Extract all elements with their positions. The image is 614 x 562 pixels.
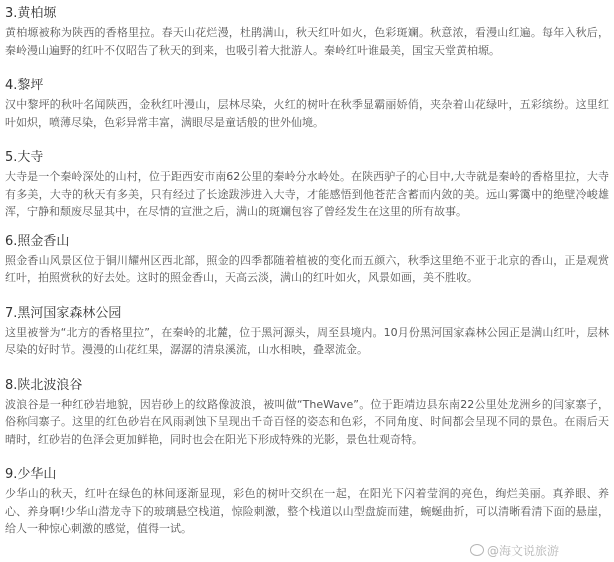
section-paragraph: 照金香山风景区位于铜川耀州区西北部，照金的四季都随着植被的变化而五颜六，秋季这里绝不亚于北京的香山，正是观赏红叶，拍照赏秋的好去处。这时的照金香山，天高云淡，满山的红叶如火，风景如画，美不胜收。	[5, 253, 609, 284]
section-heading: 4.黎坪	[5, 78, 44, 93]
section-paragraph: 黄柏塬被称为陕西的香格里拉。春天山花烂漫，杜鹃满山，秋天红叶如火，色彩斑斓。秋意浓，看漫山红遍。每年入秋后，秦岭漫山遍野的红叶不仅昭告了秋天的到来，也吸引着大批游人。秦岭红叶谁最美，国宝天堂黄柏塬。	[5, 26, 609, 57]
section-huangbaiyuan	[5, 4, 609, 59]
section-heihe-forest-park	[5, 304, 609, 359]
section-dasi	[5, 148, 609, 221]
section-paragraph: 波浪谷是一种红砂岩地貌，因岩砂上的纹路像波浪，被叫做“TheWave”。位于距靖边县东南22公里处龙洲乡的闫家寨子，俗称闫寨子。这里的红色砂岩在风雨剥蚀下呈现出千奇百怪的姿态和色彩，不同角度、时间都会呈现不同的景色。在雨后天晴时，红砂岩的色泽会更加鲜艳，同时也会在阳光下形成特殊的光影，景色壮观奇特。	[5, 397, 609, 446]
section-heading: 9.少华山	[5, 467, 57, 482]
section-paragraph: 大寺是一个秦岭深处的山村，位于距西安市南62公里的秦岭分水岭处。在陕西驴子的心目中,大寺就是秦岭的香格里拉，大寺有多美，大寺的秋天有多美，只有经过了长途跋涉进入大寺，才能感悟到他苍茫含蓄而内敛的美。远山雾霭中的绝壁冷峻雄浑，宁静和颓废尽显其中，在尽情的宣泄之后，满山的斑斓包容了曾经发生在这里的所有故事。	[5, 170, 609, 218]
section-heading: 3.黄柏塬	[5, 6, 57, 21]
weibo-icon	[470, 544, 484, 556]
section-wave-valley	[5, 376, 609, 449]
section-paragraph: 少华山的秋天，红叶在绿色的林间逐渐显现，彩色的树叶交织在一起，在阳光下闪着莹润的亮色，绚烂美丽。真养眼、养心、养身啊!少华山潜龙寺下的玻璃悬空栈道，惊险刺激，整个栈道以山型盘旋而建，蜿蜒曲折，可以清晰看清下面的悬崖，给人一种惊心刺激的感觉，值得一试。	[5, 487, 609, 535]
section-zhaojin-xiangshan	[5, 232, 609, 287]
section-shaohuashan	[5, 465, 609, 538]
section-paragraph: 这里被誉为“北方的香格里拉”，在秦岭的北麓，位于黑河源头，周至县境内。10月份黑河国家森林公园正是满山红叶，层林尽染的好时节。漫漫的山花红果，潺潺的清泉溪流，山水相映，叠翠流金。	[5, 325, 609, 356]
section-liping	[5, 76, 609, 131]
watermark-text: @海文说旅游	[486, 544, 559, 558]
section-heading: 8.陕北波浪谷	[5, 377, 83, 393]
section-heading: 7.黑河国家森林公园	[5, 305, 122, 321]
section-heading: 6.照金香山	[5, 233, 70, 249]
weibo-watermark	[470, 542, 559, 559]
section-paragraph: 汉中黎坪的秋叶名闻陕西，金秋红叶漫山，层林尽染，火红的树叶在秋季显霸丽娇俏，夹杂着山花绿叶，五彩缤纷。这里红叶如炽，喷薄尽染，色彩异常丰富，满眼尽是童话般的世外仙境。	[5, 98, 609, 129]
section-heading: 5.大寺	[5, 150, 44, 165]
